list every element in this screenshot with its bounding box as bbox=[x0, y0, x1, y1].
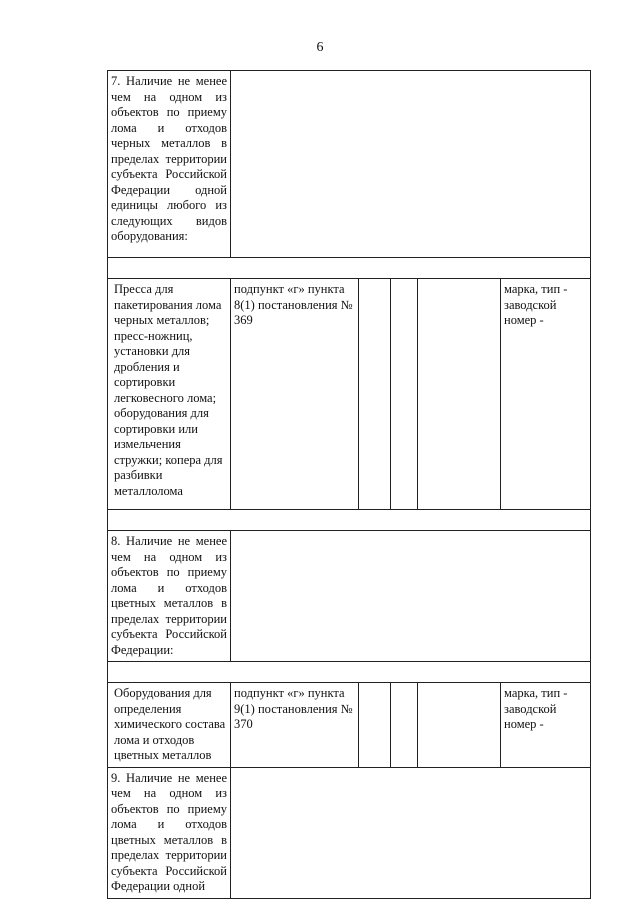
criterion-cell: 7. Наличие не менее чем на одном из объектов по приему лома и отходов черных металлов в пределах территории субъекта Российской Федерации одной единицы любого из следующих видов оборудования: bbox=[108, 71, 231, 258]
table-gap-row bbox=[108, 510, 591, 531]
table-row bbox=[108, 279, 591, 510]
criterion-cell: 8. Наличие не менее чем на одном из объектов по приему лома и отходов цветных металлов в пределах территории субъекта Российской Федерации: bbox=[108, 531, 231, 662]
note-cell: марка, тип - заводской номер - bbox=[501, 279, 591, 510]
empty-cell bbox=[418, 683, 501, 768]
empty-cell bbox=[231, 71, 591, 258]
equipment-cell: Оборудования для определения химического состава лома и отходов цветных металлов bbox=[108, 683, 231, 768]
table-row bbox=[108, 683, 591, 768]
table-row bbox=[108, 531, 591, 662]
equipment-cell: Пресса для пакетирования лома черных металлов; пресс-ножниц, установки для дробления и сортировки легковесного лома; оборудования для сортировки или измельчения стружки; копера для разбивки металлолома bbox=[108, 279, 231, 510]
empty-cell bbox=[359, 683, 391, 768]
empty-cell bbox=[418, 279, 501, 510]
empty-cell bbox=[231, 531, 591, 662]
table-gap-row bbox=[108, 662, 591, 683]
empty-cell bbox=[391, 683, 418, 768]
table-row bbox=[108, 71, 591, 258]
table-row bbox=[108, 767, 591, 898]
page-number: 6 bbox=[316, 40, 324, 55]
table-gap-row bbox=[108, 258, 591, 279]
reference-cell: подпункт «г» пункта 8(1) постановления № 369 bbox=[231, 279, 359, 510]
empty-cell bbox=[231, 767, 591, 898]
empty-cell bbox=[391, 279, 418, 510]
reference-cell: подпункт «г» пункта 9(1) постановления № 370 bbox=[231, 683, 359, 768]
note-cell: марка, тип - заводской номер - bbox=[501, 683, 591, 768]
requirements-table bbox=[107, 70, 591, 899]
empty-cell bbox=[359, 279, 391, 510]
criterion-cell: 9. Наличие не менее чем на одном из объектов по приему лома и отходов цветных металлов в пределах территории субъекта Российской Федерации одной bbox=[108, 767, 231, 898]
